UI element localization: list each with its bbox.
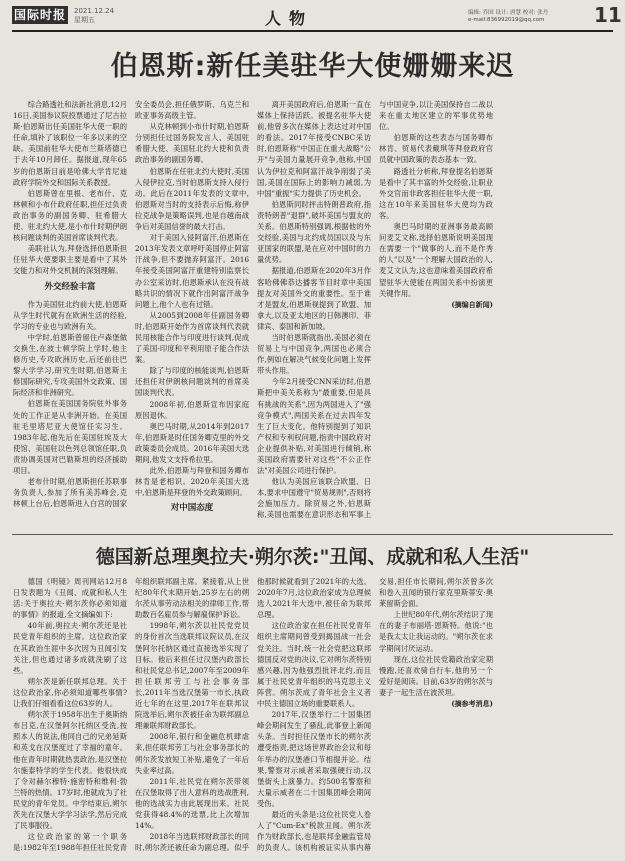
paragraph: 伯恩斯的这些表态与国务卿布林肯、贸易代表戴琪等拜登政府官员就中国政策的表态基本一致。 bbox=[379, 133, 493, 165]
paragraph: 伯恩斯曾在里根、老布什、克林顿和小布什政府任职,担任过负责政治事务的副国务卿、驻希腊大使、驻北约大使,是小布什时期伊朗核问题谈判的美国首席谈判代表。 bbox=[13, 188, 127, 243]
paragraph: 1998年,朔尔茨以社民党党员的身份首次当选联邦议院议员,在汉堡阿尔托纳区通过直接选举实现了目标。他后来担任过汉堡内政部长和社民党总书记,2007年至2009年担任联邦劳工与社会事务部长,2011年当选汉堡第一市长,执政近七年的在这里,2017年在联邦议院选举后,朔尔茨被任命为联邦副总理兼联邦财政部长。 bbox=[135, 621, 249, 731]
subheading-diplomatic-experience: 外交经验丰富 bbox=[44, 281, 96, 292]
editor-credits: 编辑: 乔国 设计: 唐慧 校对: 张丹 bbox=[468, 10, 549, 16]
paragraph: 综合路透社和法新社消息,12月16日,美国参议院投票通过了尼古拉斯·伯恩斯出任美国驻华大使一职的任命,填补了该职位一年多以来的空缺。美国前驻华大使布兰斯塔德已于去年10月卸任。据报道,现年65岁的伯恩斯目前是哈佛大学肯尼迪政府学院外交和国际关系教授。 bbox=[13, 100, 127, 187]
paragraph: 现在,这位社民党籍政治家定期慢跑,还喜欢骑自行车,他的另一个爱好是阅读。目前,63岁的朔尔茨与妻子一起生活在波茨坦。 bbox=[379, 654, 493, 697]
masthead bbox=[0, 0, 625, 30]
paragraph: 2008年,银行和金融危机肆虐来,担任联邦劳工与社会事务部长的朔尔茨发放短工补贴,避免了一年后失业率过高。 bbox=[135, 732, 249, 775]
paragraph: 据报道,伯恩斯在2020年3月作客哈佛佛恭达播客节目时章中美国提友对美国外交的重要性。至于谁才是盟友,伯恩斯视提到了欧盟、加拿大,以及亚太地区的日韩澳印、菲律宾、泰国和新加坡。 bbox=[257, 266, 371, 331]
editor-email: e-mail:836992019@qq.com bbox=[468, 17, 545, 23]
masthead-divider bbox=[12, 30, 613, 32]
paragraph: 这位政治家在担任社民党青年组织主席期间曾受到揭国战一社会党关注。当时,统一社会党把这联邦德国反对党的决议,它对朔尔茨特别感兴趣,因为他强烈批评北约,而且属于社民党青年组织的马克思主义阵营。朔尔茨成了青年社会主义者中民主德国立场的重要联系人。 bbox=[257, 621, 371, 709]
paragraph: 中学时,伯恩斯曾留住卢森堡做交换生,在波士顿学院上学时,他主修历史,专攻欧洲历史,后还前往巴黎大学学习,研究生时期,伯恩斯主修国际研究,专攻美国外交政策、国际经济和非洲研究。 bbox=[13, 332, 127, 398]
paragraph: 他认为美国应该联合欧盟、日本,要求中国遵守"贸易规则",否则将会施加压力。除贸易之外,伯恩斯称,美国也需要在意识形态和军事上与中国竞争,以让美国保持自二战以来在重太地区建立的军事优势地位。 bbox=[257, 100, 493, 520]
paragraph: 朔尔茨是新任联邦总理。关于这位政治家,你必须知道哪些事情?让我们仔细看看这位63岁的人。 bbox=[13, 676, 127, 709]
paragraph: 今年2月接受CNN采访时,伯恩斯把中美关系称为"最重要,但是具有挑战的关系",因为两国进入了"强竞争模式",两国关系在过去四年发生了巨大变化。他特别提到了知识产权和专利权问题,指责中国政府对企业提供补贴,对美国进行倾销,称美国政府需要针对这些"不公正作法"对美国公司进行保护。 bbox=[257, 377, 371, 476]
paragraph: 伯恩斯在美国国务院驻外事务处的工作正是从非洲开始。在美国驻毛里塔尼亚大使馆任实习生。1983年起,他先后在美国驻埃及大使馆、美国驻以色列总领馆任职,负责协调美国对巴勒斯坦的经济援助项目。 bbox=[13, 399, 127, 475]
newspaper-logo: 国际时报 bbox=[13, 8, 66, 22]
article1-headline: 伯恩斯:新任美驻华大使姗姗来迟 bbox=[110, 51, 515, 82]
article2-source: (摘参考消息) bbox=[451, 699, 493, 709]
page-number: 11 bbox=[594, 3, 622, 27]
article2-headline: 德国新总理奥拉夫·朔尔茨:"丑闻、成就和私人生活" bbox=[95, 546, 530, 568]
editor-info bbox=[468, 10, 588, 24]
paragraph: 路透社分析称,拜登提名伯恩斯是看中了其丰富的外交经验,让职业外交官而非政客担任驻华大使一职,这在10年来美国驻华大使均为政客。 bbox=[379, 166, 493, 220]
paragraph: 德国《明镜》周刊网站12月8日发表题为《丑闻、成就和私人生活:关于奥拉夫·朔尔茨你必须知道的事情》的报道,全文摘编如下: bbox=[13, 577, 127, 620]
paragraph: 除了与印度的核能谈判,伯恩斯还担任对伊朗核问题谈判的首席美国谈判代表。 bbox=[135, 366, 249, 398]
paragraph: 40年前,奥拉夫·朔尔茨还是社民党青年组织的主席。这位政治家在其政治生涯中多次因为丑闻引发关注,但也通过诸多成就洗刷了这些。 bbox=[13, 621, 127, 675]
weekday-text: 星期五 bbox=[74, 16, 95, 24]
article1-china-attitude bbox=[257, 99, 493, 529]
paragraph: 2011年,社民党在朔尔茨带领在汉堡取得了出人意料的选战胜利,他的选战实力由此展现出来。社民党获得48.4%的选票,比上次增加14%。 bbox=[135, 776, 249, 831]
date-text: 2021.12.24 bbox=[74, 7, 115, 15]
paragraph: 伯恩斯在任驻北约大使时,美国入侵伊拉克,当时伯恩斯支持入侵行动。此后在2011年发表的文章中,伯恩斯对当时的支持表示后悔,称伊拉克战争是策略误判,也是自越南战争后对美国信誉的最大打击。 bbox=[135, 166, 249, 232]
paragraph: 对于美国入侵阿富汗,伯恩斯在2013年发表文章呼吁美国停止阿富汗战争,但不要抛弃阿富汗。2016年接受美国阿富汗重建特别监察长办公室采访时,伯恩斯承认在没有战略共识的情况下就作出阿富汗战争问题上,他个人也有过错。 bbox=[135, 233, 249, 309]
paragraph: 2018年当选联邦财政部长的同时,朔尔茨还被任命为副总理。似乎他那时候就看到了2021年的大选。2020年7月,这位政治家成为总理候选人2021年大选中,被任命为联邦总理。 bbox=[135, 577, 371, 853]
paragraph: 奥巴马时期的亚洲事务最高顾问麦艾文称,选择伯恩斯说明美国现在需要一个"做事的人,而不是作秀的人"以及"一个理解大国政治的人,麦艾文认为,这也意味着美国政府希望驻华大使能在两国关系中扮演更关键作用。 bbox=[379, 222, 493, 298]
paragraph: 此外,伯恩斯与拜登和国务卿布林肯是老相识。2020年美国大选中,伯恩斯是拜登的外交政策顾问。 bbox=[135, 466, 249, 498]
article2-body bbox=[13, 576, 615, 856]
paragraph: 作为美国驻北约前大使,伯恩斯从学生时代就有在欧洲生活的经验,学习的专业也与欧洲有关。 bbox=[13, 299, 127, 331]
article1-source: (摘编自新闻) bbox=[451, 299, 493, 309]
paragraph: 这位政治家的第一个职务是:1982年至1988年担任社民党青年组织联邦副主席。紧接着,从上世纪80年代末期开始,25岁左右的朔尔茨从事劳动法相关的律师工作,帮助数百名雇员参与解雇保护诉讼。 bbox=[13, 577, 249, 853]
paragraph: 2008年初,伯恩斯宣布因家庭原因退休。 bbox=[135, 399, 249, 420]
article1-body bbox=[13, 99, 615, 529]
paragraph: 美联社认为,拜登选择伯恩斯担任驻华大使要职主要是看中了其外交能力和对外交机制的深刻理解。 bbox=[13, 244, 127, 276]
paragraph: 最近的头条是:这位社民党人卷入了"Cum-Ex"税款丑闻。朔尔茨作为财政部长,也是联邦金融监管局的负责人。该机构被证实从事内幕交易,担任市长期间,朔尔茨曾多次和卷入丑闻的银行家克里斯蒂安·奥莱留斯会面。 bbox=[257, 577, 493, 853]
subheading-attitude-to-china: 对中国态度 bbox=[170, 503, 214, 514]
paragraph: 2017年,汉堡举行二十国集团峰会期间发生了骚乱,此事登上新闻头条。当时担任汉堡市长的朔尔茨遭受指责,把这场世界政治会议和每年举办的汉堡港口节相提并论。结果,警察对示威者采取强硬行动,汉堡街头上演暴力。约500名警察和大量示威者在二十国集团峰会期间受伤。 bbox=[257, 710, 371, 808]
paragraph: 伯恩斯同时抨击特朗普政府,指责特朗普"退群",破坏美国与盟友的关系。伯恩斯特别强调,根据他的外交经验,美国与北约成员国以及与东亚国家的联盟,是在应对中国时的力量优势。 bbox=[257, 199, 371, 265]
article1-intro bbox=[13, 99, 127, 277]
paragraph: 从克林顿到小布什时期,伯恩斯分别担任过国务院发言人、美国驻希腊大使、美国驻北约大使和负责政治事务的副国务卿。 bbox=[135, 122, 249, 165]
paragraph: 上世纪80年代,朔尔茨结识了现在的妻子布丽塔·恩斯特。他说:"也是我太太让我运动的。"朔尔茨在求学期间讨厌运动。 bbox=[379, 610, 493, 653]
paragraph: 老布什时期,伯恩斯担任苏联事务负责人,参加了所有美苏峰会,克林顿上台后,伯恩斯进入白宫的国家安全委员会,担任俄罗斯、乌克兰和欧亚事务高级主管。 bbox=[13, 100, 249, 509]
paragraph: 离开美国政府后,伯恩斯一直在媒体上保持活跃。被提名驻华大使前,他曾多次在媒体上表达过对中国的看法。2017年接受CNBC采访时,伯恩斯称"中国正在重大战略"公开"与美国力量展开竞争,他称,中国认为伊拉克和阿富汗战争削弱了美国,美国在国际上的影响力减弱,为中国"重振"实力提供了历史机会。 bbox=[257, 100, 371, 198]
paragraph: 奥巴马时期,从2014年到2017年,伯恩斯是时任国务卿克里的外交政策委员会成员。2016年美国大选期间,他发文支持希拉里。 bbox=[135, 421, 249, 464]
paragraph: 从2005到2008年任副国务卿时,伯恩斯开始作为首席谈判代表就民用核能合作与印度进行谈判,促成了美国-印度和平利用原子能合作法案。 bbox=[135, 310, 249, 365]
paragraph: 当时伯恩斯就指出,美国必须在贸易上与中国竞争,两国也必须合作,例如在解决气候变化问题上发挥带头作用。 bbox=[257, 332, 371, 376]
section-title: 人物 bbox=[265, 9, 314, 28]
issue-date bbox=[74, 7, 114, 25]
article-divider bbox=[12, 534, 613, 535]
paragraph: 朔尔茨于1958年出生于奥斯纳布吕克,在汉堡阿尔托纳区受洗,按照本人的说法,他同自己的兄弟延斯和英戈在汉堡度过了幸福的童年。他在青年时期就热衷政治,是汉堡拉尔施泰特学的学生代表。他很快成了令对赫尔穆特·施密特和维利·勃兰特的热情。17岁时,他就成为了社民党的青年党员。中学结束后,朔尔茨先在汉堡大学学习法学,然后完成了民事服役。 bbox=[13, 710, 127, 831]
